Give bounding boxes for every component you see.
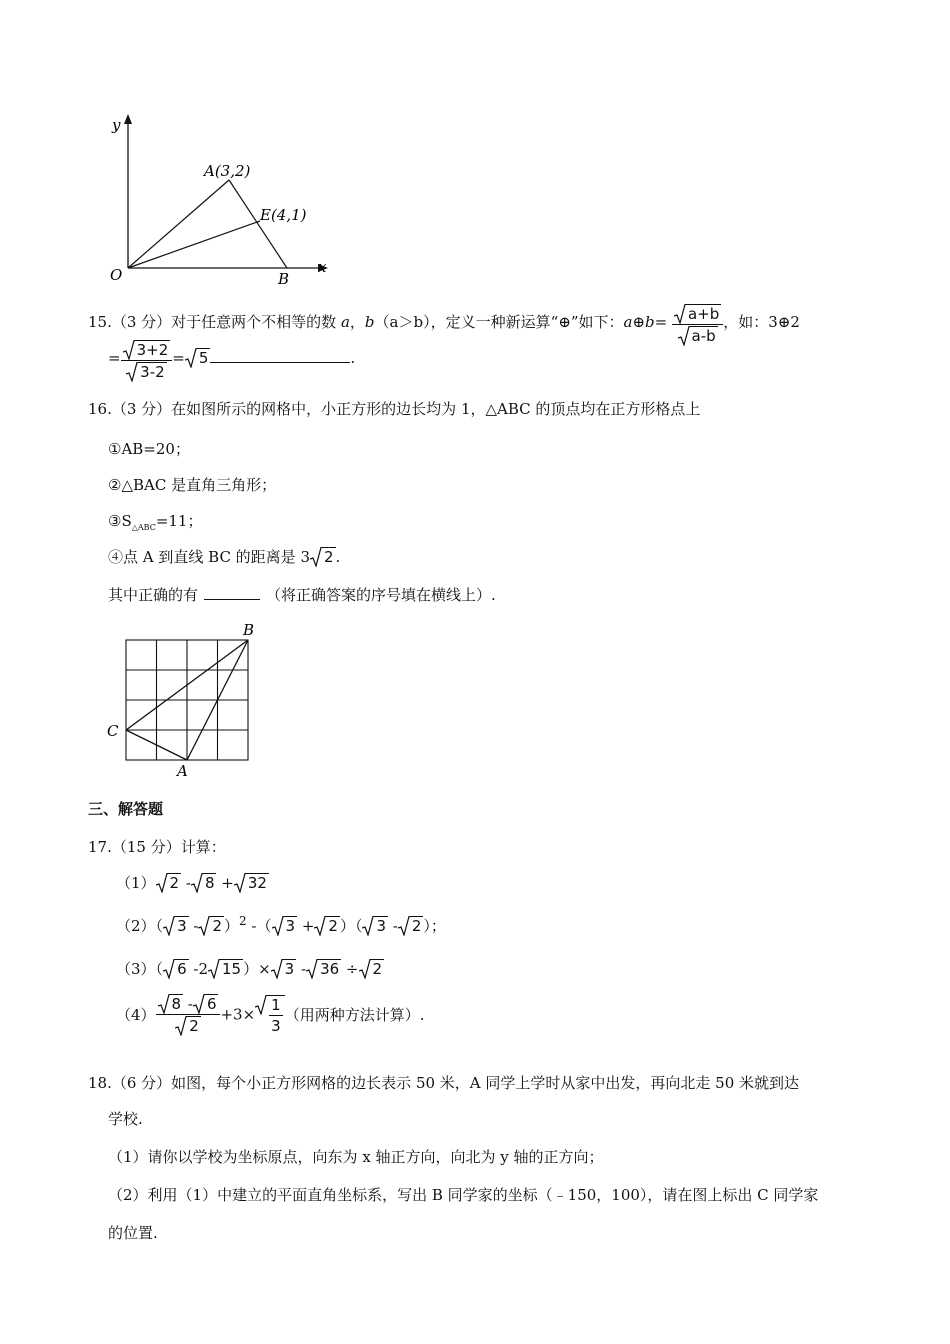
q18-line1: 如图，每个小正方形网格的边长表示 50 米，A 同学上学时从家中出发，再向北走 50 米就到达: [171, 1074, 800, 1092]
q18-part-1: （1）请你以学校为坐标原点，向东为 x 轴正方向，向北为 y 轴的正方向；: [108, 1148, 604, 1166]
coordinate-figure: [100, 110, 340, 290]
sqrt-3-plus-2: 3+2: [123, 340, 171, 359]
segment-ab: [229, 180, 287, 268]
q18-stem: [88, 1072, 799, 1093]
sqrt-3-minus-2: 3-2: [126, 362, 167, 381]
q16-statement-3: $③S_{\triangle ABC}=11$；: [108, 512, 203, 532]
q15-def-lhs: a⊕b=: [623, 313, 668, 331]
q15-period: .: [350, 349, 356, 367]
q15-example-fraction: [121, 340, 173, 381]
q16-number: 16.（3 分）: [88, 400, 172, 418]
q15-line2: [108, 340, 355, 381]
q18-number: 18.（6 分）: [88, 1074, 172, 1092]
q15-answer-blank[interactable]: [210, 362, 350, 363]
grid-figure: [100, 618, 270, 780]
q15-definition-fraction: [672, 304, 723, 345]
q16-prompt: 其中正确的有 （将正确答案的序号填在横线上）.: [108, 586, 496, 604]
segment-oa: [128, 180, 229, 268]
q17-part-2: （2）（ 3 - 2 ）$^2$ -（ 3 + 2 ）（ 3 - 2 ）；: [116, 914, 446, 935]
point-e-label: E(4,1): [260, 206, 307, 224]
vertex-b-label: B: [243, 621, 255, 639]
sqrt-a-minus-b: a-b: [678, 326, 718, 345]
y-axis-arrow: [124, 114, 132, 124]
q15-example-lead: ，如：3⊕2: [723, 313, 800, 331]
section-title: 三、解答题: [88, 800, 164, 818]
q16-answer-blank[interactable]: [204, 599, 260, 600]
q17-stem: 17.（15 分）计算：: [88, 838, 226, 856]
q17-part-3: （3）（ 6 -2 15 ）× 3 - 36 ÷ 2: [116, 960, 383, 978]
q17-part-4: （4） 8 - 6 2 +3× $\frac{1}{3}$ （用两种方法计算）.: [116, 995, 425, 1035]
q15-text: 对于任意两个不相等的数: [171, 313, 341, 331]
q16-statement-4: ④点 A 到直线 BC 的距离是 3 2 .: [108, 548, 341, 566]
sqrt-5: 5: [185, 348, 211, 367]
point-b-label: B: [278, 270, 290, 288]
q17-part-1: （1） 2 - 8 + 32: [116, 874, 267, 892]
q16-text: 在如图所示的网格中，小正方形的边长均为 1，△ABC 的顶点均在正方形格点上: [171, 400, 701, 418]
q18-line2: 学校.: [108, 1110, 143, 1128]
vertex-c-label: C: [107, 722, 119, 740]
q15-condition: （a＞b），定义一种新运算“⊕”如下：: [374, 313, 624, 331]
q15-var-a: a: [340, 313, 350, 331]
q15-number: 15.（3 分）: [88, 313, 172, 331]
vertex-a-label: A: [177, 762, 188, 780]
q15-comma: ，: [349, 313, 365, 331]
origin-label: O: [110, 266, 123, 284]
x-axis-label: x: [318, 258, 327, 276]
q15-line1: [88, 304, 800, 345]
sqrt-a-plus-b: a+b: [674, 304, 721, 323]
sqrt-one-third: $\frac{1}{3}$: [255, 995, 285, 1035]
q15-var-b: b: [364, 313, 375, 331]
q16-stem: [88, 398, 700, 419]
grid: [126, 640, 248, 760]
q18-part-2: （2）利用（1）中建立的平面直角坐标系，写出 B 同学家的坐标（﹣150，100），请在图上标出 C 同学家: [108, 1186, 819, 1204]
segment-oe: [128, 221, 260, 268]
q16-statement-1: ①AB=20；: [108, 440, 190, 458]
y-axis-label: y: [112, 116, 121, 134]
q16-statement-2: ②△BAC 是直角三角形；: [108, 476, 277, 494]
q17-p4-fraction: 8 - 6 2: [156, 994, 221, 1035]
point-a-label: A(3,2): [204, 162, 251, 180]
q15-eq2: =: [172, 349, 185, 367]
q18-part-2-cont: 的位置.: [108, 1224, 158, 1242]
q15-eq: =: [108, 349, 121, 367]
sqrt-2: 2: [310, 547, 336, 566]
